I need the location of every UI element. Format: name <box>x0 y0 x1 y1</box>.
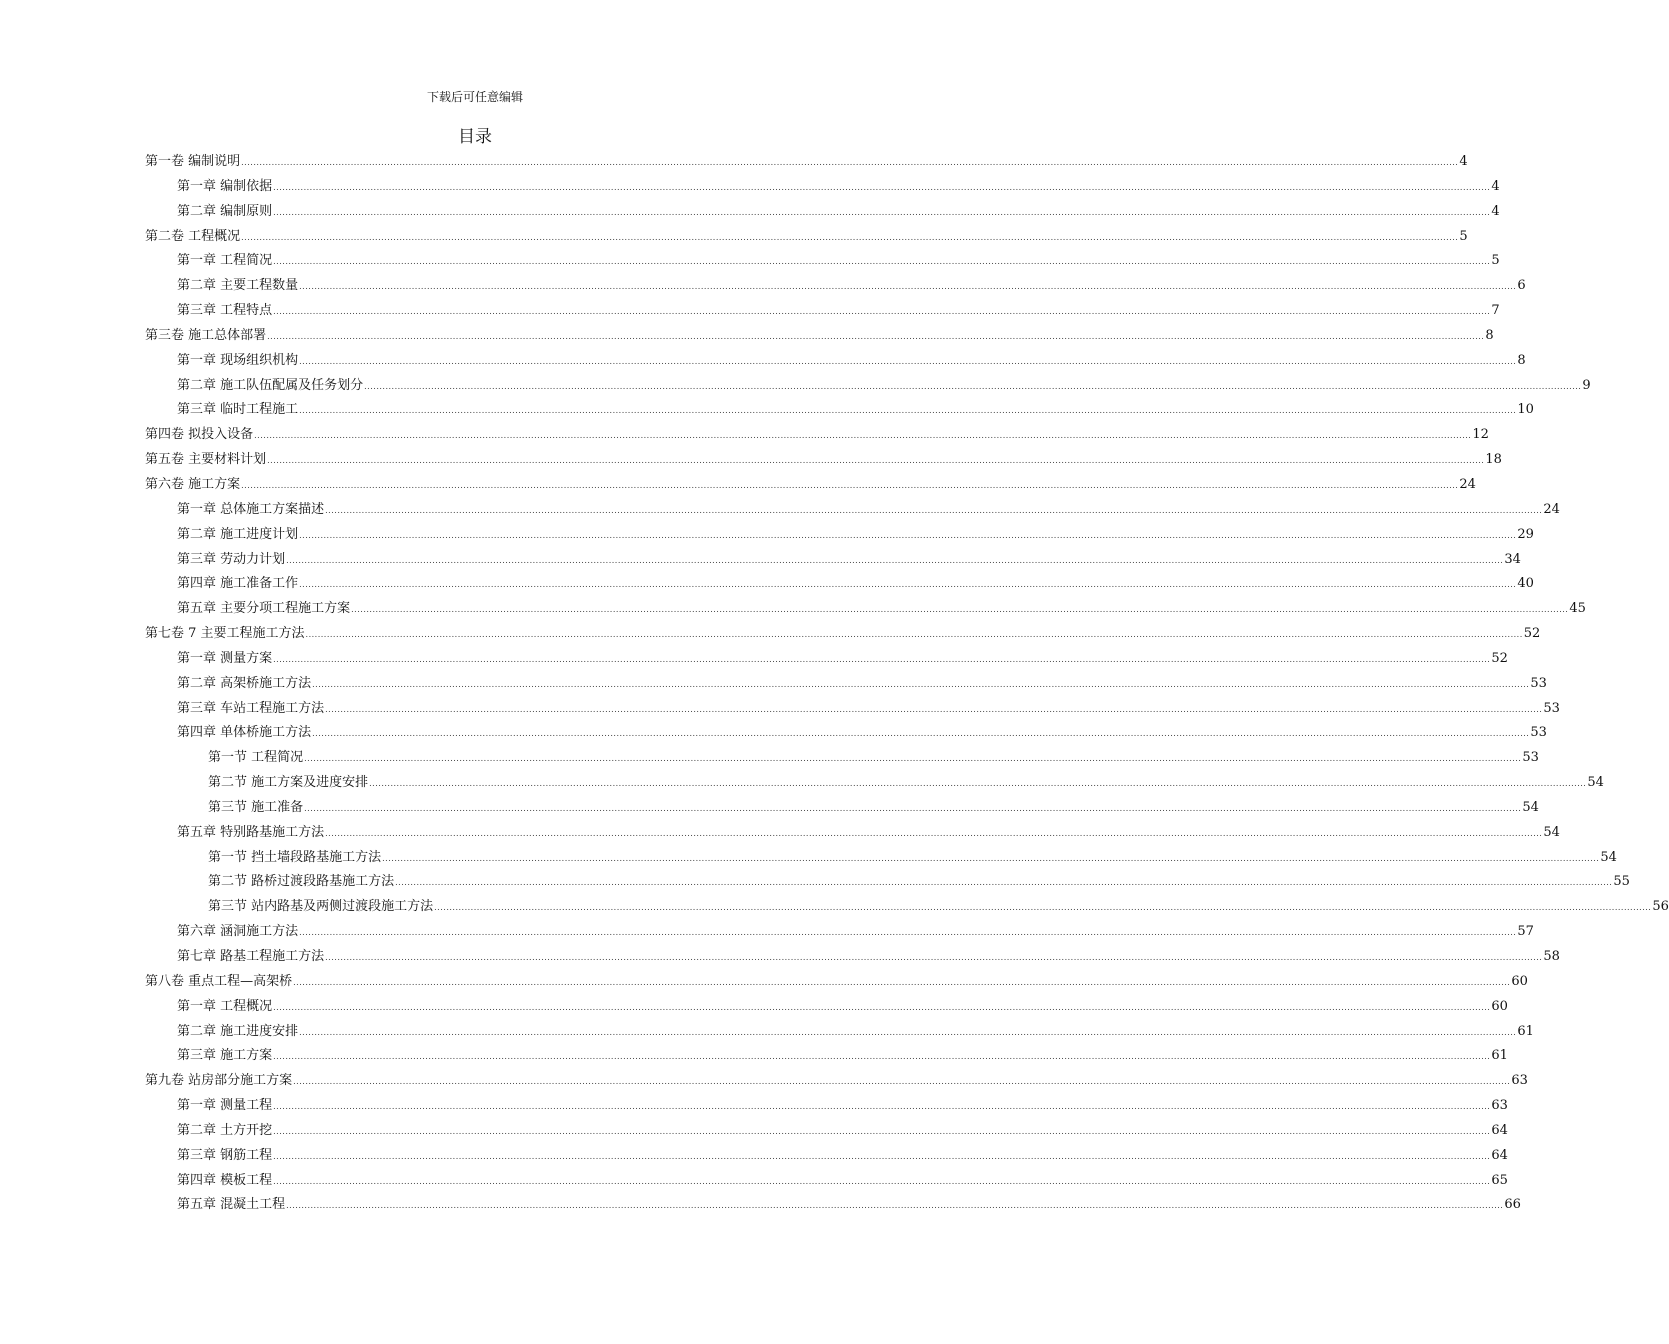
dot-leader: ................................................................................................................................................................................................................................................................................................................................................................................................................ <box>305 630 1523 640</box>
toc-entry[interactable] <box>145 995 1508 1020</box>
toc-entry-page-number: 54 <box>1600 849 1617 865</box>
dot-leader: ................................................................................................................................................................................................................................................................................................................................................................................................................ <box>241 158 1459 167</box>
toc-entry[interactable] <box>145 324 1494 349</box>
toc-entry-page-number: 65 <box>1491 1172 1508 1188</box>
toc-entry-page-number: 8 <box>1485 327 1494 343</box>
toc-entry[interactable] <box>145 920 1534 945</box>
dot-leader: ................................................................................................................................................................................................................................................................................................................................................................................................................ <box>254 431 1472 441</box>
dot-leader: ................................................................................................................................................................................................................................................................................................................................................................................................................ <box>273 182 1491 192</box>
toc-entry-label: 第五章 混凝土工程 <box>177 1197 286 1213</box>
toc-entry-label: 第三章 车站工程施工方法 <box>177 700 325 716</box>
dot-leader: ................................................................................................................................................................................................................................................................................................................................................................................................................ <box>273 654 1491 664</box>
toc-entry-label: 第二章 施工进度计划 <box>177 526 299 542</box>
toc-entry[interactable] <box>145 498 1560 523</box>
toc-entry-label: 第二章 土方开挖 <box>177 1122 273 1138</box>
toc-entry-page-number: 54 <box>1587 775 1604 791</box>
dot-leader: ................................................................................................................................................................................................................................................................................................................................................................................................................ <box>364 381 1582 391</box>
toc-entry-label: 第一章 工程简况 <box>177 253 273 269</box>
toc-entry-page-number: 66 <box>1504 1197 1521 1213</box>
toc-entry[interactable] <box>145 1193 1521 1218</box>
toc-entry-label: 第七章 路基工程施工方法 <box>177 949 325 964</box>
dot-leader: ................................................................................................................................................................................................................................................................................................................................................................................................................ <box>325 953 1543 962</box>
toc-entry-page-number: 54 <box>1522 799 1539 815</box>
dot-leader: ................................................................................................................................................................................................................................................................................................................................................................................................................ <box>273 1176 1491 1186</box>
table-of-contents <box>145 150 1669 1218</box>
dot-leader: ................................................................................................................................................................................................................................................................................................................................................................................................................ <box>273 1151 1491 1161</box>
toc-entry-label: 第三节 施工准备 <box>208 799 304 815</box>
toc-entry[interactable] <box>145 1169 1508 1194</box>
toc-entry-page-number: 8 <box>1517 352 1526 368</box>
dot-leader: ................................................................................................................................................................................................................................................................................................................................................................................................................ <box>325 505 1543 515</box>
toc-entry[interactable] <box>145 1094 1508 1119</box>
toc-entry-page-number: 64 <box>1491 1147 1508 1163</box>
toc-entry[interactable] <box>145 1044 1508 1069</box>
toc-entry-label: 第五章 特别路基施工方法 <box>177 824 325 840</box>
toc-entry-label: 第二章 编制原则 <box>177 203 273 219</box>
dot-leader: ................................................................................................................................................................................................................................................................................................................................................................................................................ <box>273 1002 1491 1012</box>
toc-entry-label: 第五卷 主要材料计划 <box>145 452 267 468</box>
toc-entry[interactable] <box>145 1069 1528 1094</box>
toc-entry-page-number: 40 <box>1517 576 1534 592</box>
toc-entry-label: 第七卷 7 主要工程施工方法 <box>145 626 305 642</box>
toc-entry-page-number: 45 <box>1569 601 1586 617</box>
toc-entry-page-number: 34 <box>1504 551 1521 567</box>
toc-entry[interactable] <box>145 274 1526 299</box>
toc-entry[interactable] <box>145 846 1617 871</box>
dot-leader: ................................................................................................................................................................................................................................................................................................................................................................................................................ <box>369 779 1587 789</box>
toc-entry-page-number: 9 <box>1582 377 1591 393</box>
toc-entry-page-number: 18 <box>1485 452 1502 468</box>
dot-leader: ................................................................................................................................................................................................................................................................................................................................................................................................................ <box>434 903 1652 913</box>
toc-entry[interactable] <box>145 796 1539 821</box>
toc-entry-label: 第四章 模板工程 <box>177 1172 273 1188</box>
toc-entry-label: 第一卷 编制说明 <box>145 154 241 169</box>
dot-leader: ................................................................................................................................................................................................................................................................................................................................................................................................................ <box>299 406 1517 416</box>
toc-entry-label: 第六章 涵洞施工方法 <box>177 924 299 940</box>
toc-entry-label: 第一章 总体施工方案描述 <box>177 501 325 517</box>
toc-entry-label: 第三章 施工方案 <box>177 1048 273 1064</box>
toc-entry-page-number: 58 <box>1543 949 1560 964</box>
toc-entry-page-number: 60 <box>1491 998 1508 1014</box>
toc-entry[interactable] <box>145 448 1502 473</box>
toc-entry-page-number: 63 <box>1491 1098 1508 1114</box>
dot-leader: ................................................................................................................................................................................................................................................................................................................................................................................................................ <box>299 928 1517 938</box>
toc-entry-page-number: 57 <box>1517 924 1534 940</box>
dot-leader: ................................................................................................................................................................................................................................................................................................................................................................................................................ <box>312 679 1530 689</box>
toc-entry-label: 第三章 钢筋工程 <box>177 1147 273 1163</box>
dot-leader: ................................................................................................................................................................................................................................................................................................................................................................................................................ <box>299 356 1517 366</box>
toc-entry[interactable] <box>145 374 1591 399</box>
toc-entry[interactable] <box>145 200 1500 225</box>
dot-leader: ................................................................................................................................................................................................................................................................................................................................................................................................................ <box>273 207 1491 217</box>
toc-entry-page-number: 7 <box>1491 303 1500 319</box>
dot-leader: ................................................................................................................................................................................................................................................................................................................................................................................................................ <box>267 456 1485 466</box>
toc-entry[interactable] <box>145 398 1534 423</box>
toc-entry[interactable] <box>145 970 1528 995</box>
toc-entry[interactable] <box>145 225 1468 250</box>
toc-entry-page-number: 4 <box>1491 203 1500 219</box>
toc-entry-label: 第二节 施工方案及进度安排 <box>208 775 369 791</box>
toc-entry-label: 第六卷 施工方案 <box>145 476 241 492</box>
toc-entry[interactable] <box>145 597 1586 622</box>
dot-leader: ................................................................................................................................................................................................................................................................................................................................................................................................................ <box>273 1102 1491 1112</box>
toc-entry-page-number: 24 <box>1459 476 1476 492</box>
toc-entry[interactable] <box>145 423 1489 448</box>
toc-entry-label: 第二卷 工程概况 <box>145 228 241 244</box>
toc-entry-page-number: 10 <box>1517 402 1534 418</box>
toc-entry-label: 第四章 单体桥施工方法 <box>177 725 312 741</box>
toc-entry-page-number: 61 <box>1517 1023 1534 1039</box>
dot-leader: ................................................................................................................................................................................................................................................................................................................................................................................................................ <box>382 853 1600 863</box>
dot-leader: ................................................................................................................................................................................................................................................................................................................................................................................................................ <box>299 1027 1517 1037</box>
toc-entry[interactable] <box>145 870 1630 895</box>
toc-entry-label: 第三章 工程特点 <box>177 303 273 319</box>
toc-entry[interactable] <box>145 572 1534 597</box>
toc-entry-page-number: 6 <box>1517 278 1526 294</box>
toc-entry-page-number: 63 <box>1511 1073 1528 1089</box>
toc-entry[interactable] <box>145 548 1521 573</box>
toc-entry[interactable] <box>145 1144 1508 1169</box>
dot-leader: ................................................................................................................................................................................................................................................................................................................................................................................................................ <box>325 704 1543 714</box>
dot-leader: ................................................................................................................................................................................................................................................................................................................................................................................................................ <box>273 307 1491 317</box>
toc-entry[interactable] <box>145 895 1669 920</box>
toc-entry-page-number: 29 <box>1517 526 1534 542</box>
dot-leader: ................................................................................................................................................................................................................................................................................................................................................................................................................ <box>286 1201 1504 1211</box>
toc-entry[interactable] <box>145 1020 1534 1045</box>
dot-leader: ................................................................................................................................................................................................................................................................................................................................................................................................................ <box>241 232 1459 242</box>
toc-entry-page-number: 64 <box>1491 1122 1508 1138</box>
dot-leader: ................................................................................................................................................................................................................................................................................................................................................................................................................ <box>299 530 1517 540</box>
toc-entry-page-number: 24 <box>1543 501 1560 517</box>
dot-leader: ................................................................................................................................................................................................................................................................................................................................................................................................................ <box>241 480 1459 490</box>
toc-entry-page-number: 53 <box>1530 675 1547 691</box>
dot-leader: ................................................................................................................................................................................................................................................................................................................................................................................................................ <box>325 828 1543 838</box>
toc-entry-page-number: 5 <box>1459 228 1468 244</box>
toc-entry-label: 第三卷 施工总体部署 <box>145 327 267 343</box>
toc-entry[interactable] <box>145 299 1500 324</box>
toc-entry-label: 第八卷 重点工程—高架桥 <box>145 973 293 989</box>
toc-entry-label: 第一节 工程简况 <box>208 750 304 766</box>
toc-entry-label: 第二章 施工进度安排 <box>177 1023 299 1039</box>
toc-entry[interactable] <box>145 1119 1508 1144</box>
toc-entry-page-number: 54 <box>1543 824 1560 840</box>
toc-entry-page-number: 5 <box>1491 253 1500 269</box>
toc-entry-label: 第一章 测量方案 <box>177 650 273 666</box>
dot-leader: ................................................................................................................................................................................................................................................................................................................................................................................................................ <box>286 555 1504 565</box>
toc-entry-label: 第一章 现场组织机构 <box>177 352 299 368</box>
toc-entry[interactable] <box>145 473 1476 498</box>
toc-entry[interactable] <box>145 249 1500 274</box>
dot-leader: ................................................................................................................................................................................................................................................................................................................................................................................................................ <box>351 605 1569 615</box>
toc-entry[interactable] <box>145 771 1604 796</box>
toc-entry-page-number: 60 <box>1511 973 1528 989</box>
dot-leader: ................................................................................................................................................................................................................................................................................................................................................................................................................ <box>273 1052 1491 1062</box>
dot-leader: ................................................................................................................................................................................................................................................................................................................................................................................................................ <box>293 1077 1511 1087</box>
toc-entry[interactable] <box>145 697 1560 722</box>
toc-entry-label: 第一章 编制依据 <box>177 178 273 194</box>
dot-leader: ................................................................................................................................................................................................................................................................................................................................................................................................................ <box>293 977 1511 987</box>
toc-entry[interactable] <box>145 622 1541 647</box>
toc-entry-page-number: 4 <box>1459 154 1468 169</box>
dot-leader: ................................................................................................................................................................................................................................................................................................................................................................................................................ <box>304 754 1522 764</box>
toc-entry[interactable] <box>145 349 1526 374</box>
toc-entry-label: 第二章 施工队伍配属及任务划分 <box>177 377 364 393</box>
toc-entry-label: 第一节 挡土墙段路基施工方法 <box>208 849 382 865</box>
toc-entry-label: 第二章 高架桥施工方法 <box>177 675 312 691</box>
dot-leader: ................................................................................................................................................................................................................................................................................................................................................................................................................ <box>267 331 1485 341</box>
toc-entry[interactable] <box>145 672 1547 697</box>
toc-entry-page-number: 61 <box>1491 1048 1508 1064</box>
dot-leader: ................................................................................................................................................................................................................................................................................................................................................................................................................ <box>273 257 1491 267</box>
dot-leader: ................................................................................................................................................................................................................................................................................................................................................................................................................ <box>273 1126 1491 1136</box>
toc-entry-label: 第一章 测量工程 <box>177 1098 273 1114</box>
toc-entry-label: 第三章 临时工程施工 <box>177 402 299 418</box>
dot-leader: ................................................................................................................................................................................................................................................................................................................................................................................................................ <box>299 580 1517 590</box>
toc-entry-page-number: 52 <box>1491 650 1508 666</box>
toc-entry[interactable] <box>145 150 1468 175</box>
header-note: 下载后可任意编辑 <box>426 90 523 104</box>
dot-leader: ................................................................................................................................................................................................................................................................................................................................................................................................................ <box>299 282 1517 292</box>
dot-leader: ................................................................................................................................................................................................................................................................................................................................................................................................................ <box>395 878 1613 888</box>
toc-title: 目录 <box>458 127 492 147</box>
toc-entry-label: 第九卷 站房部分施工方案 <box>145 1073 293 1089</box>
toc-entry-label: 第二章 主要工程数量 <box>177 278 299 294</box>
toc-entry-label: 第一章 工程概况 <box>177 998 273 1014</box>
toc-entry-label: 第三章 劳动力计划 <box>177 551 286 567</box>
toc-entry-label: 第三节 站内路基及两侧过渡段施工方法 <box>208 899 434 915</box>
dot-leader: ................................................................................................................................................................................................................................................................................................................................................................................................................ <box>312 729 1530 739</box>
toc-entry-label: 第二节 路桥过渡段路基施工方法 <box>208 874 395 890</box>
toc-entry-label: 第五章 主要分项工程施工方案 <box>177 601 351 617</box>
toc-entry-label: 第四卷 拟投入设备 <box>145 427 254 443</box>
toc-entry-page-number: 4 <box>1491 178 1500 194</box>
toc-entry[interactable] <box>145 821 1560 846</box>
toc-entry-page-number: 56 <box>1652 899 1669 915</box>
toc-entry[interactable] <box>145 523 1534 548</box>
dot-leader: ................................................................................................................................................................................................................................................................................................................................................................................................................ <box>304 803 1522 813</box>
toc-entry-label: 第四章 施工准备工作 <box>177 576 299 592</box>
toc-entry-page-number: 12 <box>1472 427 1489 443</box>
toc-entry-page-number: 53 <box>1530 725 1547 741</box>
toc-entry-page-number: 53 <box>1543 700 1560 716</box>
toc-entry[interactable] <box>145 647 1508 672</box>
toc-entry[interactable] <box>145 721 1547 746</box>
toc-entry[interactable] <box>145 746 1539 771</box>
toc-entry-page-number: 55 <box>1613 874 1630 890</box>
toc-entry-page-number: 52 <box>1523 626 1541 642</box>
toc-entry[interactable] <box>145 945 1560 970</box>
toc-entry[interactable] <box>145 175 1500 200</box>
toc-entry-page-number: 53 <box>1522 750 1539 766</box>
